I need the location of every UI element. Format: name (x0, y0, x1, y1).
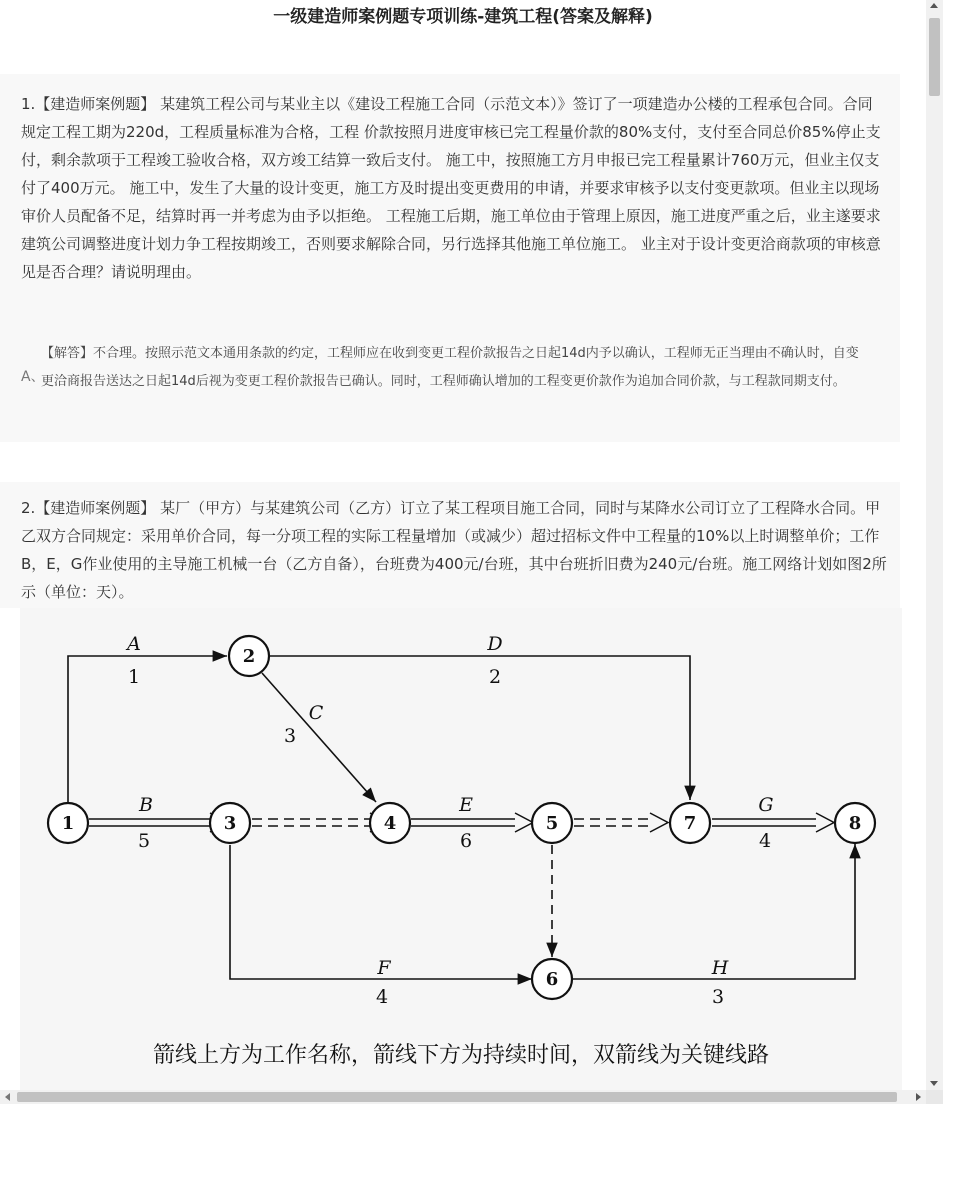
activity-name: A (127, 633, 141, 655)
vertical-scroll-thumb[interactable] (929, 18, 940, 96)
node-label: 3 (223, 813, 237, 834)
node-label: 8 (848, 813, 862, 834)
horizontal-scrollbar[interactable] (0, 1090, 926, 1104)
activity-duration: 2 (488, 666, 502, 688)
scroll-down-arrow-icon[interactable] (930, 1081, 938, 1086)
question-2-card (0, 482, 900, 608)
arrow-B (89, 819, 210, 826)
activity-name: F (377, 957, 391, 979)
activity-name: H (711, 957, 729, 979)
activity-duration: 6 (459, 830, 473, 852)
arrow-D (270, 656, 690, 800)
question-1-answer: 【解答】不合理。按照示范文本通用条款的约定，工程师应在收到变更工程价款报告之日起14d内予以确认，工程师无正当理由不确认时，自变更洽商报告送达之日起14d后视为变更工程价款报告已确认。同时，工程师确认增加的工程变更价款作为追加合同价款，与工程款同期支付。 (41, 346, 859, 389)
page-title: 一级建造师案例题专项训练-建筑工程(答案及解释) (273, 7, 653, 27)
activity-name: C (308, 702, 324, 724)
arrow-G (712, 819, 816, 826)
activity-duration: 3 (283, 725, 297, 747)
activity-duration: 5 (137, 830, 151, 852)
activity-name: D (487, 633, 503, 655)
scrollbar-corner (926, 1090, 943, 1104)
question-1-stem: 1.【建造师案例题】 某建筑工程公司与某业主以《建设工程施工合同（示范文本）》签订了一项建造办公楼的工程承包合同。合同规定工程工期为220d，工程质量标准为合格，工程 价款按照月进度审核已完工程量价款的80%支付，支付至合同总价85%停止支付，剩余款项于工程竣工验收合格，双方竣工结算一致后支付。 施工中，按照施工方月申报已完工程量累计760万元，但业主仅支付了400万元。 施工中，发生了大量的设计变更，施工方及时提出变更费用的申请，并要求审核予以支付变更款项。但业主以现场审价人员配备不足，结算时再一并考虑为由予以拒绝。 工程施工后期，施工单位由于管理上原因，施工进度严重之后，业主遂要求建筑公司调整进度计划力争工程按期竣工，否则要求解除合同，另行选择其他施工单位施工。 业主对于设计变更洽商款项的审核意见是否合理？请说明理由。 (21, 95, 881, 281)
vertical-scrollbar[interactable] (926, 0, 943, 1090)
node-label: 2 (242, 646, 256, 667)
scroll-left-arrow-icon[interactable] (5, 1093, 10, 1101)
question-1-option[interactable]: A、 (21, 369, 45, 385)
activity-name: G (758, 794, 774, 816)
scroll-right-arrow-icon[interactable] (916, 1093, 921, 1101)
network-diagram (20, 608, 902, 1038)
dummy-5-7 (574, 819, 650, 826)
activity-name: B (139, 794, 153, 816)
node-label: 1 (61, 813, 75, 834)
network-diagram-figure (20, 608, 902, 1090)
node-label: 7 (683, 813, 697, 834)
horizontal-scroll-thumb[interactable] (17, 1092, 897, 1102)
scroll-up-arrow-icon[interactable] (930, 3, 938, 8)
activity-duration: 4 (758, 830, 772, 852)
activity-name: E (459, 794, 473, 816)
question-1-card (0, 74, 900, 442)
arrow-A (68, 656, 227, 802)
node-label: 4 (383, 813, 397, 834)
question-2-stem: 2.【建造师案例题】 某厂（甲方）与某建筑公司（乙方）订立了某工程项目施工合同，同时与某降水公司订立了工程降水合同。甲乙双方合同规定：采用单价合同，每一分项工程的实际工程量增加（或减少）超过招标文件中工程量的10%以上时调整单价；工作B，E，G作业使用的主导施工机械一台（乙方自备），台班费为400元/台班，其中台班折旧费为240元/台班。施工网络计划如图2所示（单位：天）。 (21, 499, 887, 601)
diagram-caption: 箭线上方为工作名称，箭线下方为持续时间，双箭线为关键线路 (152, 1043, 769, 1068)
activity-duration: 3 (711, 986, 725, 1008)
dummy-3-4 (252, 819, 370, 826)
node-label: 6 (545, 969, 559, 990)
arrow-C (262, 673, 376, 802)
activity-duration: 1 (127, 666, 141, 688)
arrow-E (411, 819, 515, 826)
node-label: 5 (545, 813, 559, 834)
activity-duration: 4 (375, 986, 389, 1008)
